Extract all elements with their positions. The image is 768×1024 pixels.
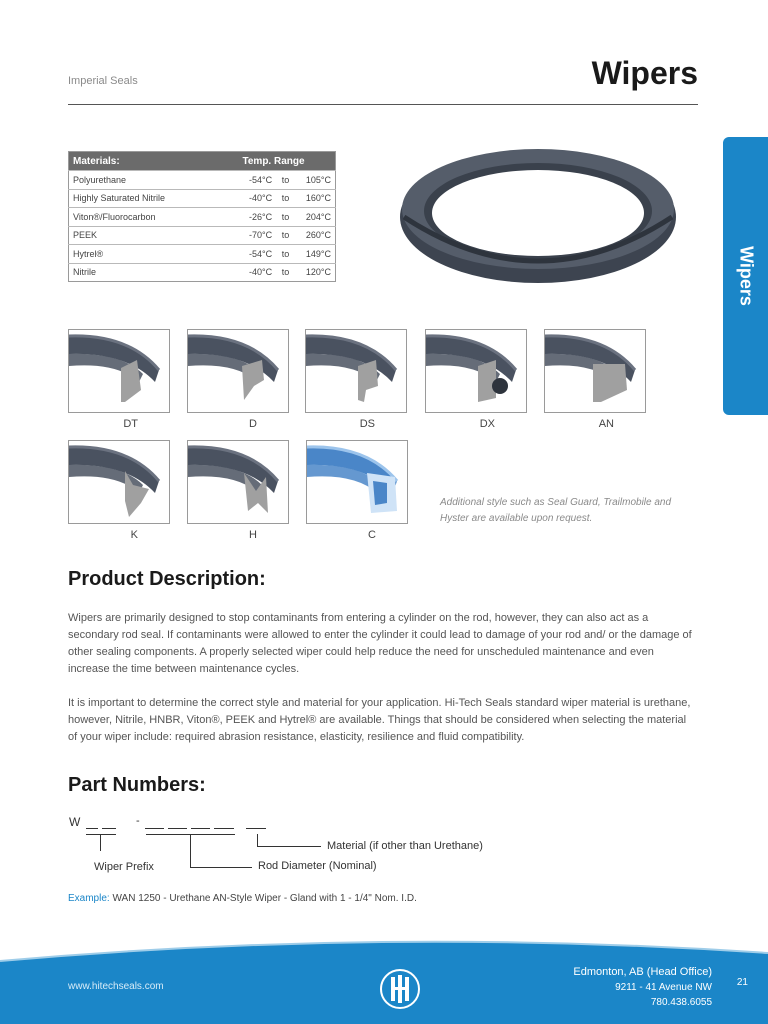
footer-url-link[interactable]: www.hitechseals.com (68, 981, 164, 992)
temp-low-cell: -54°C (239, 171, 277, 190)
table-row (69, 208, 336, 227)
seal-style-label: H (249, 529, 257, 541)
temp-low-cell: -54°C (239, 245, 277, 264)
seal-style-label: K (130, 529, 138, 541)
header-divider (68, 104, 698, 105)
blank-2 (102, 828, 116, 829)
material-cell: Viton®/Fluorocarbon (69, 208, 239, 227)
description-paragraph-2: It is important to determine the correct style and material for your application. Hi-Tech Seals standard wiper material is urethane, however, Nitrile, HNBR, Viton®, PEEK and Hytrel® are available. Things that should be considered when selecting the material of your wiper include: required abrasion resistance, elasticity, resilience and fluid compatibility. (68, 697, 691, 743)
temp-to-cell: to (276, 208, 295, 227)
example-text: WAN 1250 - Urethane AN-Style Wiper - Gland with 1 - 1/4" Nom. I.D. (112, 893, 417, 904)
temp-to-cell: to (276, 245, 295, 264)
wiper-ring-image (398, 135, 678, 295)
company-logo-icon (378, 967, 422, 1011)
seal-profile-dx (425, 329, 527, 413)
prefix-connector (100, 834, 101, 851)
temp-high-cell: 260°C (295, 226, 336, 245)
material-cell: Nitrile (69, 263, 239, 282)
temp-low-cell: -40°C (239, 263, 277, 282)
side-tab-label: Wipers (736, 246, 756, 306)
blank-4 (168, 828, 187, 829)
example-label: Example: (68, 893, 110, 904)
materials-table (68, 151, 336, 282)
seal-style-label: AN (598, 418, 614, 430)
footer-street: 9211 - 41 Avenue NW (615, 982, 712, 993)
table-row (69, 245, 336, 264)
description-paragraph-1: Wipers are primarily designed to stop contaminants from entering a cylinder on the rod, however, they can also act as a secondary rod seal. If contaminants were allowed to enter the cylinder it could lead to damage of your rod and/ or the damage of other sealing components. A properly selected wiper could help reduce the need for unscheduled maintenance and even increase the time between maintenance cycles. (68, 612, 692, 675)
footer-address (573, 965, 712, 1010)
temp-to-cell: to (276, 263, 295, 282)
material-label: Material (if other than Urethane) (327, 840, 483, 852)
part-number-example (68, 893, 417, 904)
seal-profile-d (187, 329, 289, 413)
footer-phone: 780.438.6055 (650, 997, 712, 1008)
col-material-header: Materials: (69, 152, 239, 171)
styles-note: Additional style such as Seal Guard, Trailmobile and Hyster are available upon request. (440, 497, 672, 524)
table-row (69, 226, 336, 245)
seal-profile-dt (68, 329, 170, 413)
temp-high-cell: 204°C (295, 208, 336, 227)
temp-to-cell: to (276, 226, 295, 245)
material-cell: Highly Saturated Nitrile (69, 189, 239, 208)
rod-connector-v (190, 834, 191, 867)
seal-style-label: DT (123, 418, 138, 430)
seal-profile-k (68, 440, 170, 524)
temp-high-cell: 160°C (295, 189, 336, 208)
part-dash: - (136, 815, 140, 827)
side-tab[interactable] (723, 137, 768, 415)
part-numbers-heading: Part Numbers: (68, 774, 206, 796)
blank-6 (214, 828, 234, 829)
seal-profile-ds (305, 329, 407, 413)
temp-low-cell: -26°C (239, 208, 277, 227)
seal-style-label: D (249, 418, 257, 430)
seal-profile-c (306, 440, 408, 524)
table-row (69, 189, 336, 208)
table-row (69, 263, 336, 282)
material-cell: Hytrel® (69, 245, 239, 264)
part-prefix-char: W (69, 815, 81, 829)
material-cell: Polyurethane (69, 171, 239, 190)
temp-low-cell: -40°C (239, 189, 277, 208)
material-connector-h (257, 846, 321, 847)
page-number: 21 (736, 977, 748, 988)
wiper-prefix-label: Wiper Prefix (94, 861, 154, 873)
seal-style-label: DX (479, 418, 495, 430)
temp-high-cell: 105°C (295, 171, 336, 190)
page-title: Wipers (591, 55, 698, 91)
temp-to-cell: to (276, 171, 295, 190)
temp-to-cell: to (276, 189, 295, 208)
blank-3 (145, 828, 164, 829)
footer-office: Edmonton, AB (Head Office) (573, 966, 712, 978)
prefix-bracket (86, 834, 116, 835)
seal-style-label: C (368, 529, 376, 541)
temp-low-cell: -70°C (239, 226, 277, 245)
blank-5 (191, 828, 210, 829)
seal-profile-an (544, 329, 646, 413)
blank-7 (246, 828, 266, 829)
seal-style-label: DS (359, 418, 375, 430)
rod-diameter-label: Rod Diameter (Nominal) (258, 860, 377, 872)
product-description-heading: Product Description: (68, 568, 266, 590)
temp-high-cell: 149°C (295, 245, 336, 264)
seal-profile-h (187, 440, 289, 524)
table-header-row (69, 152, 336, 171)
temp-high-cell: 120°C (295, 263, 336, 282)
blank-1 (86, 828, 98, 829)
col-temp-header: Temp. Range (239, 152, 336, 171)
rod-connector-h (190, 867, 252, 868)
table-row (69, 171, 336, 190)
header-section: Imperial Seals (68, 75, 138, 87)
material-cell: PEEK (69, 226, 239, 245)
